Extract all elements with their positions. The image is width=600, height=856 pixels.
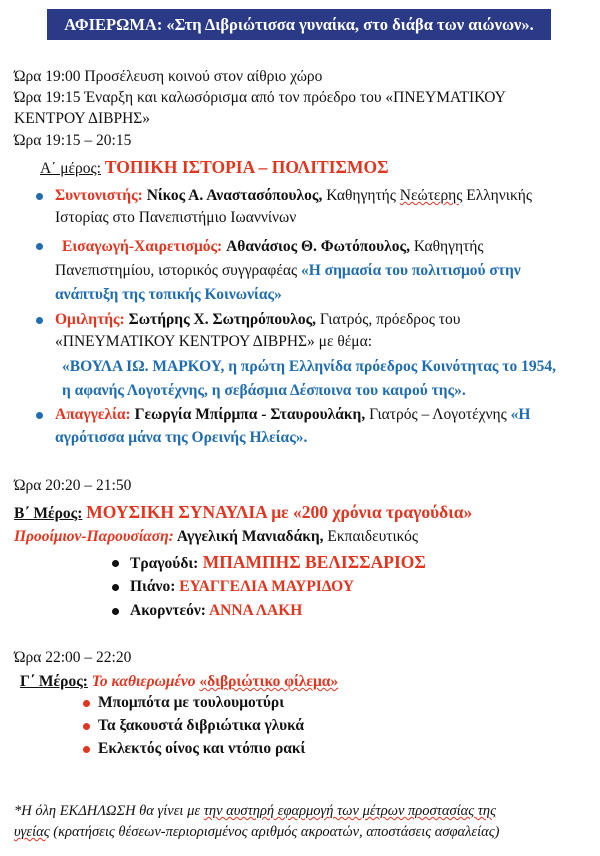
bullet-icon: [112, 584, 119, 591]
performer-item: [130, 552, 426, 574]
prelude-name: Αγγελική Μανιαδάκη,: [173, 528, 324, 545]
footer-note-line-1: [14, 801, 496, 821]
part-b-heading: [14, 502, 472, 524]
intro-speech-role: Πανεπιστημίου, ιστορικός συγγραφέας: [55, 262, 301, 279]
recitation-label: Απαγγελία:: [55, 406, 131, 423]
intro-speech-line-2: [55, 261, 521, 281]
performer-role: Πιάνο:: [130, 578, 176, 595]
coordinator-title-end: Ελληνικής: [462, 187, 532, 204]
bullet-icon: [83, 723, 90, 730]
part-c-label: Γ΄ Μέρος:: [20, 673, 88, 690]
intro-line-2: Ώρα 19:15 Έναρξη και καλωσόρισμα από τον πρόεδρο του «ΠΝΕΥΜΑΤΙΚΟΥ: [14, 89, 506, 106]
intro-speech-name: Αθανάσιος Θ. Φωτόπουλος,: [226, 238, 410, 255]
coordinator-line-1: [55, 186, 532, 206]
part-b-title: ΜΟΥΣΙΚΗ ΣΥΝΑΥΛΙΑ με «200 χρόνια τραγούδια»: [86, 502, 473, 522]
intro-speech-topic: «Η σημασία του πολιτισμού στην: [301, 262, 521, 279]
footer-text: *Η όλη: [14, 803, 60, 819]
list-item: Τα ξακουστά διβριώτικα γλυκά: [98, 717, 304, 734]
performer-name: ΜΠΑΜΠΗΣ ΒΕΛΙΣΣΑΡΙΟΣ: [198, 552, 426, 572]
bullet-icon: [36, 317, 43, 324]
bullet-icon: [36, 193, 43, 200]
performer-role: Τραγούδι:: [130, 555, 199, 572]
speaker-topic-1: «ΒΟΥΛΑ ΙΩ. ΜΑΡΚΟΥ, η πρώτη Ελληνίδα πρόεδρος Κοινότητας το 1954,: [62, 358, 556, 375]
footer-text: (κρατήσεις θέσεων-περιορισμένος αριθμός ακροατών, αποστάσεις ασφαλείας): [49, 824, 500, 840]
speaker-title: Γιατρός, πρόεδρος του: [315, 311, 461, 328]
prelude-title: Εκπαιδευτικός: [323, 528, 419, 545]
bullet-icon: [112, 560, 119, 567]
bullet-icon: [36, 243, 43, 250]
part-c-heading: [20, 672, 338, 692]
performer-name: ΑΝΝΑ ΛΑΚΗ: [205, 602, 303, 619]
recitation-name: Γεωργία Μπίρμπα - Σταυρουλάκη,: [134, 406, 366, 423]
performer-name: ΕΥΑΓΓΕΛΙΑ ΜΑΥΡΙΔΟΥ: [175, 578, 355, 595]
speaker-label: Ομιλητής:: [55, 311, 125, 328]
footer-note-line-2: [14, 822, 500, 842]
recitation-topic: «Η: [510, 406, 531, 423]
prelude-label: Προοίμιον-Παρουσίαση:: [14, 528, 174, 545]
intro-speech-label: Εισαγωγή-Χαιρετισμός:: [62, 238, 223, 255]
intro-speech-title: Καθηγητής: [409, 238, 484, 255]
list-item: Εκλεκτός οίνος και ντόπιο ρακί: [98, 740, 306, 757]
list-item: Μπομπότα με τουλουμοτύρι: [98, 694, 285, 711]
recitation-topic-2: αγρότισσα μάνα της Ορεινής Ηλείας».: [55, 429, 308, 446]
part-a-heading: [40, 157, 389, 179]
performer-role: Ακορντεόν:: [130, 602, 206, 619]
part-b-label: Β΄ Μέρος:: [14, 505, 83, 522]
part-a-label: Α΄ μέρος:: [40, 160, 101, 177]
part-a-title: ΤΟΠΙΚΗ ΙΣΤΟΡΙΑ – ΠΟΛΙΤΙΣΜΟΣ: [104, 157, 389, 177]
speaker-line-1: [55, 310, 460, 330]
prelude-line: [14, 527, 418, 547]
part-c-title-quote: «διβριώτικο φίλεμα»: [199, 673, 339, 690]
part-b-time: Ώρα 20:20 – 21:50: [14, 477, 132, 494]
intro-speech-topic-2: ανάπτυξη της τοπικής Κοινωνίας»: [55, 286, 282, 303]
coordinator-line-2: Ιστορίας στο Πανεπιστήμιο Ιωαννίνων: [55, 209, 297, 226]
coordinator-name: Νίκος Α. Αναστασόπουλος,: [146, 187, 323, 204]
bullet-icon: [36, 412, 43, 419]
bullet-icon: [83, 700, 90, 707]
coordinator-title: Καθηγητής: [322, 187, 400, 204]
recitation-line-1: [55, 405, 530, 425]
footer-text: θα γίνει με: [135, 803, 204, 819]
speaker-topic-2: η αφανής Λογοτέχνης, η σεβάσμια Δέσποινα του καιρού της».: [62, 382, 466, 399]
part-c-time: Ώρα 22:00 – 22:20: [14, 649, 132, 666]
intro-line-1: Ώρα 19:00 Προσέλευση κοινού στον αίθριο χώρο: [14, 68, 323, 85]
part-c-title: Το καθιερωμένο: [91, 673, 200, 690]
intro-speech-line-1: [62, 237, 484, 257]
footer-text: ΕΚΔΗΛΩΣΗ: [59, 803, 136, 819]
bullet-icon: [83, 746, 90, 753]
performer-item: [130, 577, 354, 597]
speaker-line-2: «ΠΝΕΥΜΑΤΙΚΟΥ ΚΕΝΤΡΟΥ ΔΙΒΡΗΣ» με θέμα:: [55, 333, 373, 350]
bullet-icon: [112, 608, 119, 615]
footer-text: την αυστηρή εφαρμογή των μέτρων προστασίας της: [203, 803, 497, 819]
performer-item: [130, 601, 302, 621]
page-title: ΑΦΙΕΡΩΜΑ: «Στη Διβριώτισσα γυναίκα, στο διάβα των αιώνων».: [47, 9, 551, 40]
coordinator-label: Συντονιστής:: [55, 187, 143, 204]
intro-line-3: ΚΕΝΤΡΟΥ ΔΙΒΡΗΣ»: [14, 110, 151, 127]
part-a-time: Ώρα 19:15 – 20:15: [14, 132, 132, 149]
footer-text: υγείας: [14, 824, 50, 840]
speaker-name: Σωτήρης Χ. Σωτηρόπουλος,: [128, 311, 316, 328]
recitation-title: Γιατρός – Λογοτέχνης: [365, 406, 511, 423]
coordinator-title-word: Νεώτερης: [399, 187, 463, 204]
